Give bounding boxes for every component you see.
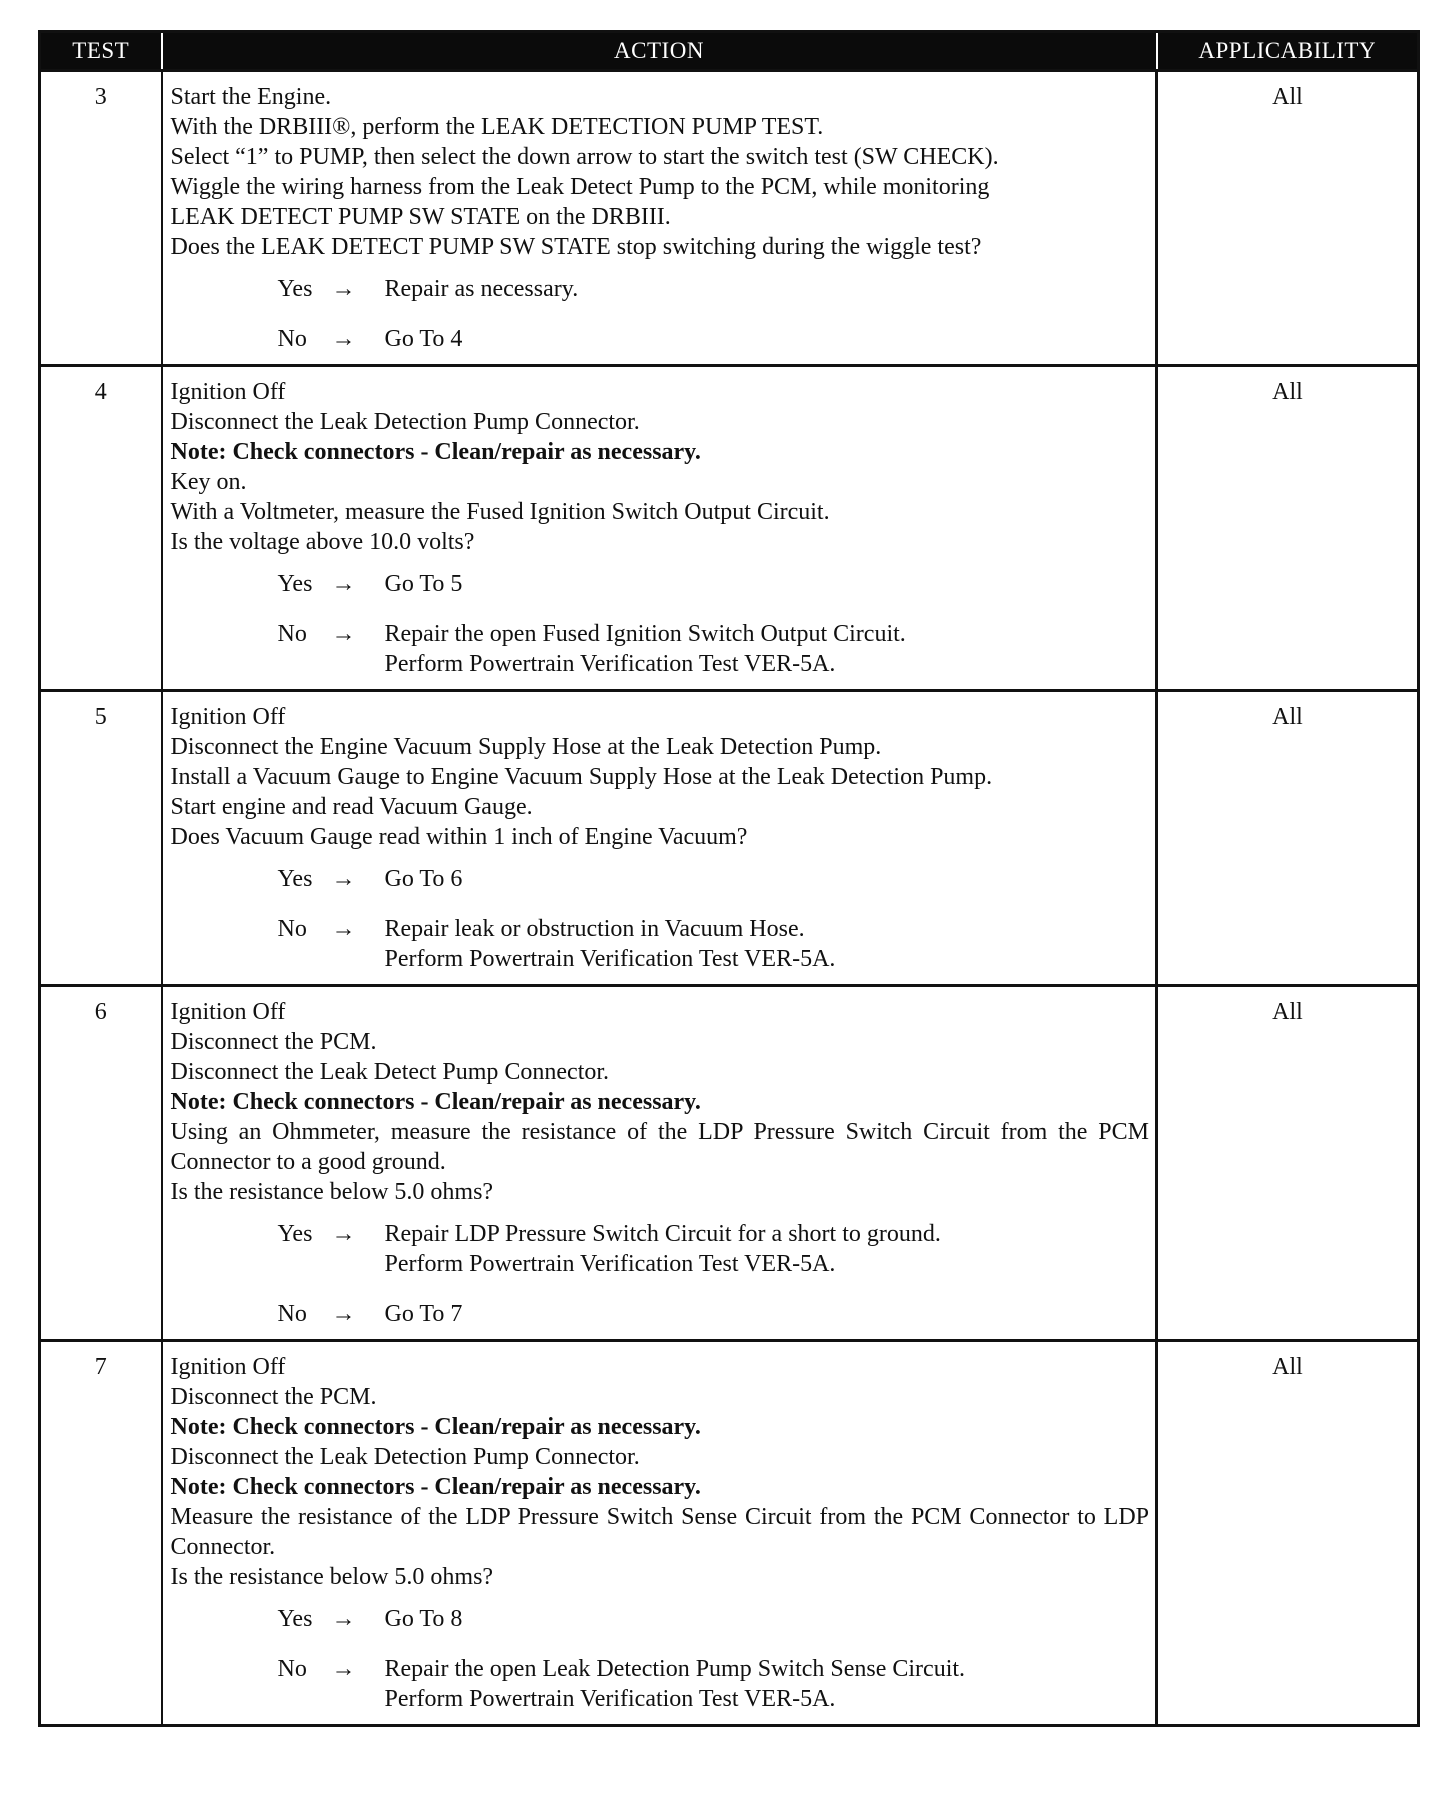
header-test: TEST bbox=[40, 32, 162, 71]
action-line: Start the Engine. bbox=[170, 84, 332, 110]
right-arrow-icon: → bbox=[331, 1656, 356, 1682]
action-line: Ignition Off bbox=[170, 379, 286, 405]
no-answer bbox=[278, 1299, 1150, 1329]
no-label: No bbox=[277, 326, 307, 352]
no-label: No bbox=[277, 1301, 307, 1327]
header-applicability: APPLICABILITY bbox=[1157, 32, 1419, 71]
action-cell bbox=[162, 691, 1157, 986]
table-row bbox=[40, 691, 1419, 986]
table-header-row bbox=[40, 32, 1419, 71]
action-line: Ignition Off bbox=[170, 999, 286, 1025]
answer-block bbox=[171, 569, 1150, 679]
no-label: No bbox=[277, 1656, 307, 1682]
note-line: Note: Check connectors - Clean/repair as necessary. bbox=[170, 439, 701, 465]
yes-label: Yes bbox=[277, 866, 313, 892]
test-number: 4 bbox=[40, 366, 162, 691]
right-arrow-icon: → bbox=[331, 571, 356, 597]
no-result-followup: Perform Powertrain Verification Test VER-5A. bbox=[384, 651, 836, 677]
no-result: Repair the open Fused Ignition Switch Output Circuit. bbox=[384, 621, 906, 647]
test-number: 3 bbox=[40, 71, 162, 366]
action-line: Select “1” to PUMP, then select the down arrow to start the switch test (SW CHECK). bbox=[170, 144, 999, 170]
applicability-cell: All bbox=[1157, 366, 1419, 691]
test-number: 6 bbox=[40, 986, 162, 1341]
no-result: Repair the open Leak Detection Pump Switch Sense Circuit. bbox=[384, 1656, 966, 1682]
action-line: Install a Vacuum Gauge to Engine Vacuum Supply Hose at the Leak Detection Pump. bbox=[170, 764, 993, 790]
right-arrow-icon: → bbox=[331, 866, 356, 892]
action-cell bbox=[162, 71, 1157, 366]
action-line: Disconnect the PCM. bbox=[170, 1384, 377, 1410]
no-result: Go To 7 bbox=[384, 1301, 463, 1327]
yes-label: Yes bbox=[277, 1606, 313, 1632]
applicability-cell: All bbox=[1157, 71, 1419, 366]
yes-result: Repair as necessary. bbox=[384, 276, 579, 302]
right-arrow-icon: → bbox=[331, 1301, 356, 1327]
action-line: Ignition Off bbox=[170, 1354, 286, 1380]
right-arrow-icon: → bbox=[331, 916, 356, 942]
table-row bbox=[40, 366, 1419, 691]
action-line: Disconnect the Engine Vacuum Supply Hose at the Leak Detection Pump. bbox=[170, 734, 882, 760]
action-cell bbox=[162, 1341, 1157, 1726]
yes-answer bbox=[278, 864, 1150, 894]
no-label: No bbox=[277, 916, 307, 942]
action-line: With a Voltmeter, measure the Fused Ignition Switch Output Circuit. bbox=[170, 499, 830, 525]
test-number: 7 bbox=[40, 1341, 162, 1726]
no-result: Repair leak or obstruction in Vacuum Hose. bbox=[384, 916, 805, 942]
diagnostic-procedure-table-container bbox=[38, 30, 1417, 1727]
applicability-cell: All bbox=[1157, 691, 1419, 986]
action-question: Does Vacuum Gauge read within 1 inch of Engine Vacuum? bbox=[170, 824, 748, 850]
diagnostic-procedure-table bbox=[38, 30, 1420, 1727]
action-line: Disconnect the PCM. bbox=[170, 1029, 377, 1055]
no-answer bbox=[278, 324, 1150, 354]
action-line: Wiggle the wiring harness from the Leak Detect Pump to the PCM, while monitoring bbox=[170, 174, 990, 200]
action-line: With the DRBIII®, perform the LEAK DETECTION PUMP TEST. bbox=[170, 114, 824, 140]
right-arrow-icon: → bbox=[331, 621, 356, 647]
answer-block bbox=[171, 864, 1150, 974]
no-answer bbox=[278, 1654, 1150, 1714]
action-line: LEAK DETECT PUMP SW STATE on the DRBIII. bbox=[170, 204, 671, 230]
yes-result-followup: Perform Powertrain Verification Test VER-5A. bbox=[384, 1251, 836, 1277]
note-line: Note: Check connectors - Clean/repair as necessary. bbox=[170, 1474, 701, 1500]
action-line: Measure the resistance of the LDP Pressure Switch Sense Circuit from the PCM Connector to LDP Connector. bbox=[170, 1504, 1149, 1560]
action-line: Disconnect the Leak Detection Pump Connector. bbox=[170, 409, 640, 435]
applicability-cell: All bbox=[1157, 1341, 1419, 1726]
right-arrow-icon: → bbox=[331, 1221, 356, 1247]
no-label: No bbox=[277, 621, 307, 647]
yes-result: Go To 5 bbox=[384, 571, 463, 597]
table-row bbox=[40, 986, 1419, 1341]
action-question: Is the resistance below 5.0 ohms? bbox=[170, 1564, 494, 1590]
answer-block bbox=[171, 274, 1150, 354]
yes-label: Yes bbox=[277, 1221, 313, 1247]
action-line: Using an Ohmmeter, measure the resistance of the LDP Pressure Switch Circuit from the PCM Connector to a good ground. bbox=[170, 1119, 1149, 1175]
action-question: Does the LEAK DETECT PUMP SW STATE stop switching during the wiggle test? bbox=[170, 234, 982, 260]
action-line: Ignition Off bbox=[170, 704, 286, 730]
yes-answer bbox=[278, 274, 1150, 304]
yes-answer bbox=[278, 1219, 1150, 1279]
header-action: ACTION bbox=[162, 32, 1157, 71]
action-question: Is the resistance below 5.0 ohms? bbox=[170, 1179, 494, 1205]
no-result-followup: Perform Powertrain Verification Test VER-5A. bbox=[384, 946, 836, 972]
table-row bbox=[40, 1341, 1419, 1726]
yes-answer bbox=[278, 1604, 1150, 1634]
action-line: Disconnect the Leak Detect Pump Connector. bbox=[170, 1059, 610, 1085]
applicability-cell: All bbox=[1157, 986, 1419, 1341]
action-cell bbox=[162, 366, 1157, 691]
action-line: Disconnect the Leak Detection Pump Connector. bbox=[170, 1444, 640, 1470]
note-line: Note: Check connectors - Clean/repair as necessary. bbox=[170, 1414, 701, 1440]
no-answer bbox=[278, 914, 1150, 974]
right-arrow-icon: → bbox=[331, 1606, 356, 1632]
action-question: Is the voltage above 10.0 volts? bbox=[170, 529, 475, 555]
note-line: Note: Check connectors - Clean/repair as necessary. bbox=[170, 1089, 701, 1115]
no-answer bbox=[278, 619, 1150, 679]
answer-block bbox=[171, 1604, 1150, 1714]
right-arrow-icon: → bbox=[331, 326, 356, 352]
no-result-followup: Perform Powertrain Verification Test VER-5A. bbox=[384, 1686, 836, 1712]
answer-block bbox=[171, 1219, 1150, 1329]
yes-label: Yes bbox=[277, 571, 313, 597]
table-row bbox=[40, 71, 1419, 366]
yes-answer bbox=[278, 569, 1150, 599]
right-arrow-icon: → bbox=[331, 276, 356, 302]
yes-result: Repair LDP Pressure Switch Circuit for a short to ground. bbox=[384, 1221, 941, 1247]
action-cell bbox=[162, 986, 1157, 1341]
test-number: 5 bbox=[40, 691, 162, 986]
action-line: Key on. bbox=[170, 469, 247, 495]
yes-label: Yes bbox=[277, 276, 313, 302]
no-result: Go To 4 bbox=[384, 326, 463, 352]
yes-result: Go To 6 bbox=[384, 866, 463, 892]
action-line: Start engine and read Vacuum Gauge. bbox=[170, 794, 533, 820]
yes-result: Go To 8 bbox=[384, 1606, 463, 1632]
